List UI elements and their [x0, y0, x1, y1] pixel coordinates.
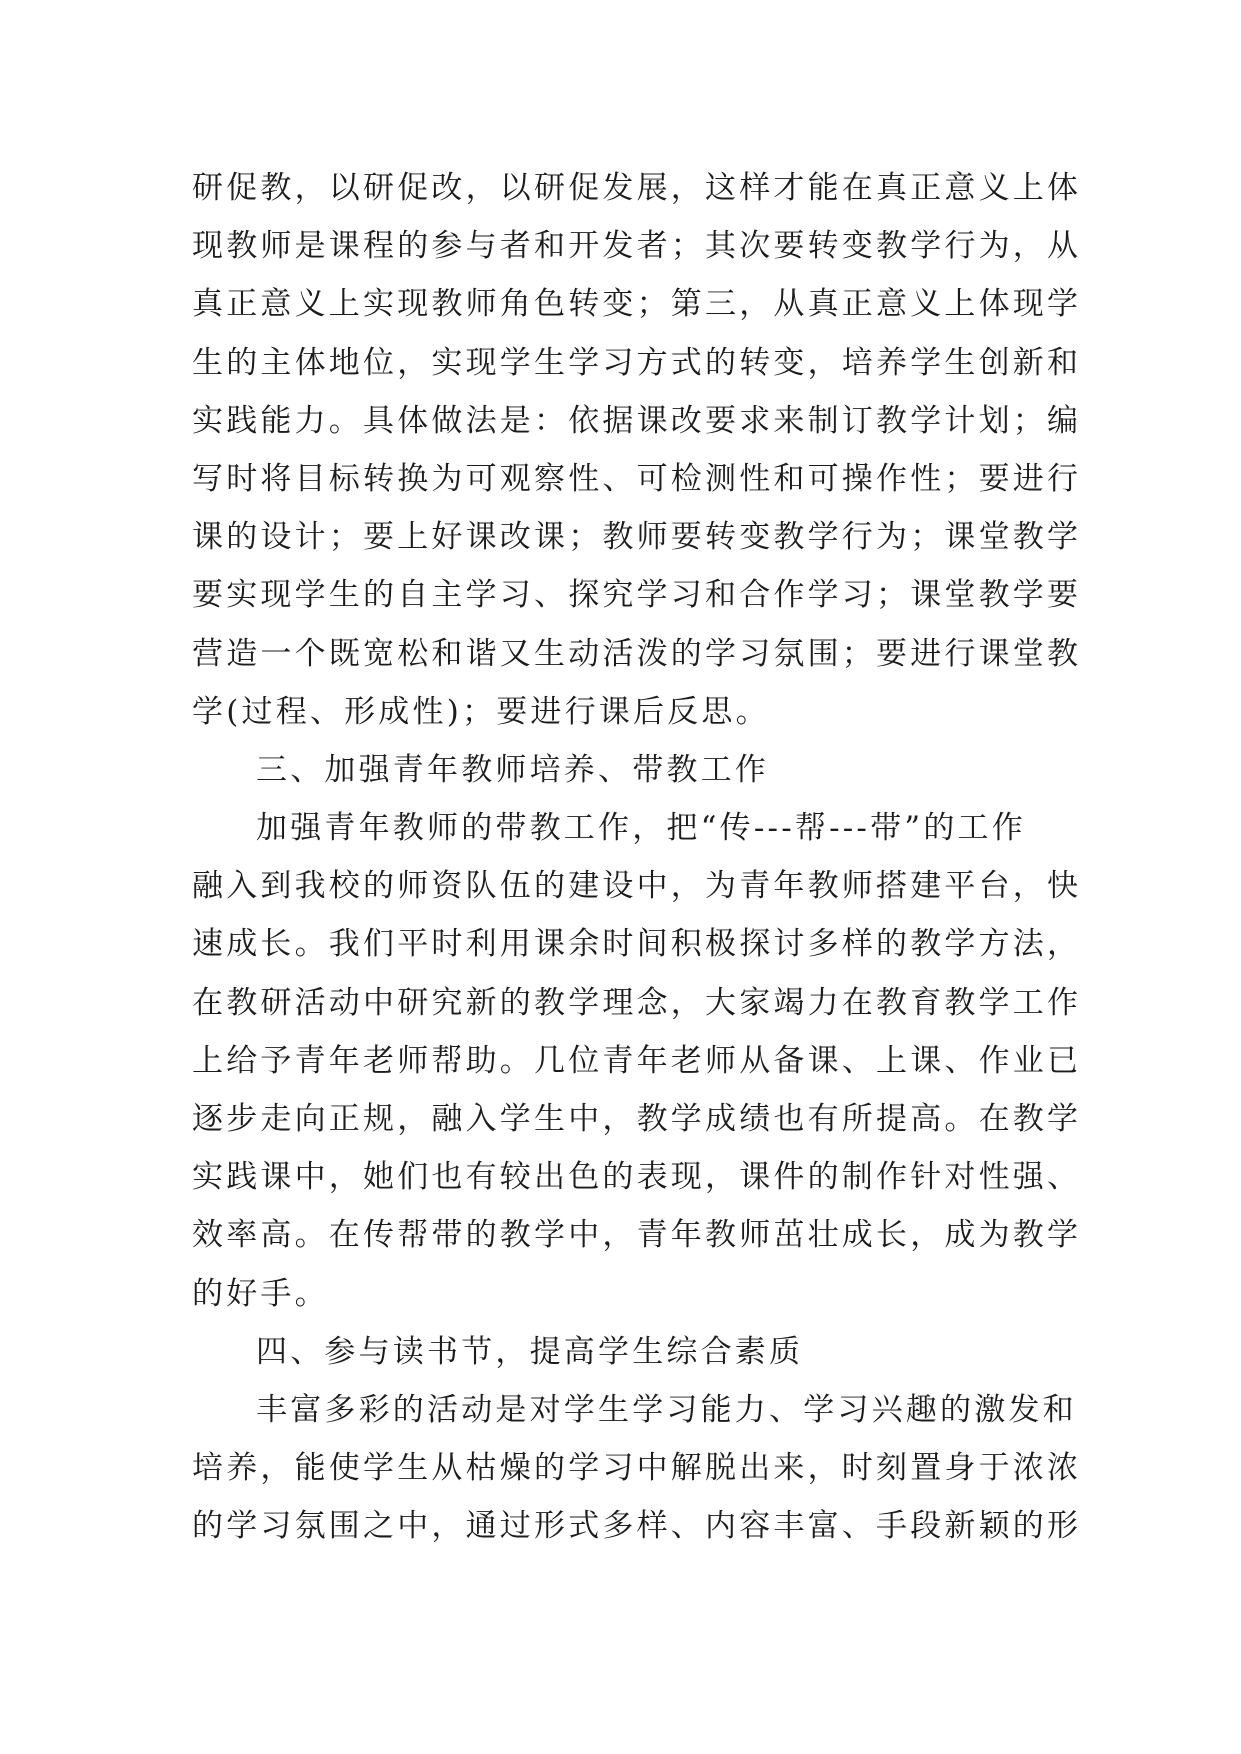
- text-line: 融入到我校的师资队伍的建设中，为青年教师搭建平台，快: [192, 868, 1082, 905]
- text-line: 现教师是课程的参与者和开发者；其次要转变教学行为，从: [192, 228, 1082, 265]
- text-line: 四、参与读书节，提高学生综合素质: [256, 1333, 804, 1370]
- text-line: 真正意义上实现教师角色转变；第三，从真正意义上体现学: [192, 286, 1082, 323]
- text-line: 效率高。在传帮带的教学中，青年教师茁壮成长，成为教学: [192, 1217, 1082, 1254]
- text-line: 营造一个既宽松和谐又生动活泼的学习氛围；要进行课堂教: [192, 635, 1082, 672]
- text-line: 加强青年教师的带教工作，把“传---帮---带”的工作: [256, 810, 1026, 847]
- text-line: 课的设计；要上好课改课；教师要转变教学行为；课堂教学: [192, 519, 1082, 556]
- text-line: 要实现学生的自主学习、探究学习和合作学习；课堂教学要: [192, 577, 1082, 614]
- text-line: 速成长。我们平时利用课余时间积极探讨多样的教学方法，: [192, 926, 1082, 963]
- text-line: 培养，能使学生从枯燥的学习中解脱出来，时刻置身于浓浓: [192, 1450, 1082, 1487]
- text-line: 在教研活动中研究新的教学理念，大家竭力在教育教学工作: [192, 984, 1082, 1021]
- text-line: 逐步走向正规，融入学生中，教学成绩也有所提高。在教学: [192, 1101, 1082, 1137]
- text-line: 的学习氛围之中，通过形式多样、内容丰富、手段新颖的形: [192, 1508, 1082, 1545]
- text-line: 研促教，以研促改，以研促发展，这样才能在真正意义上体: [192, 170, 1082, 206]
- text-line: 实践能力。具体做法是：依据课改要求来制订教学计划；编: [192, 402, 1082, 439]
- text-line: 上给予青年老师帮助。几位青年老师从备课、上课、作业已: [192, 1042, 1082, 1079]
- text-line: 的好手。: [192, 1275, 329, 1312]
- text-line: 生的主体地位，实现学生学习方式的转变，培养学生创新和: [192, 344, 1082, 381]
- body-text: [192, 159, 1082, 1556]
- text-line: 写时将目标转换为可观察性、可检测性和可操作性；要进行: [192, 460, 1082, 497]
- text-line: 学(过程、形成性)；要进行课后反思。: [192, 693, 770, 730]
- text-line: 三、加强青年教师培养、带教工作: [256, 751, 769, 788]
- text-line: 丰富多彩的活动是对学生学习能力、学习兴趣的激发和: [256, 1391, 1077, 1428]
- text-line: 实践课中，她们也有较出色的表现，课件的制作针对性强、: [192, 1159, 1082, 1196]
